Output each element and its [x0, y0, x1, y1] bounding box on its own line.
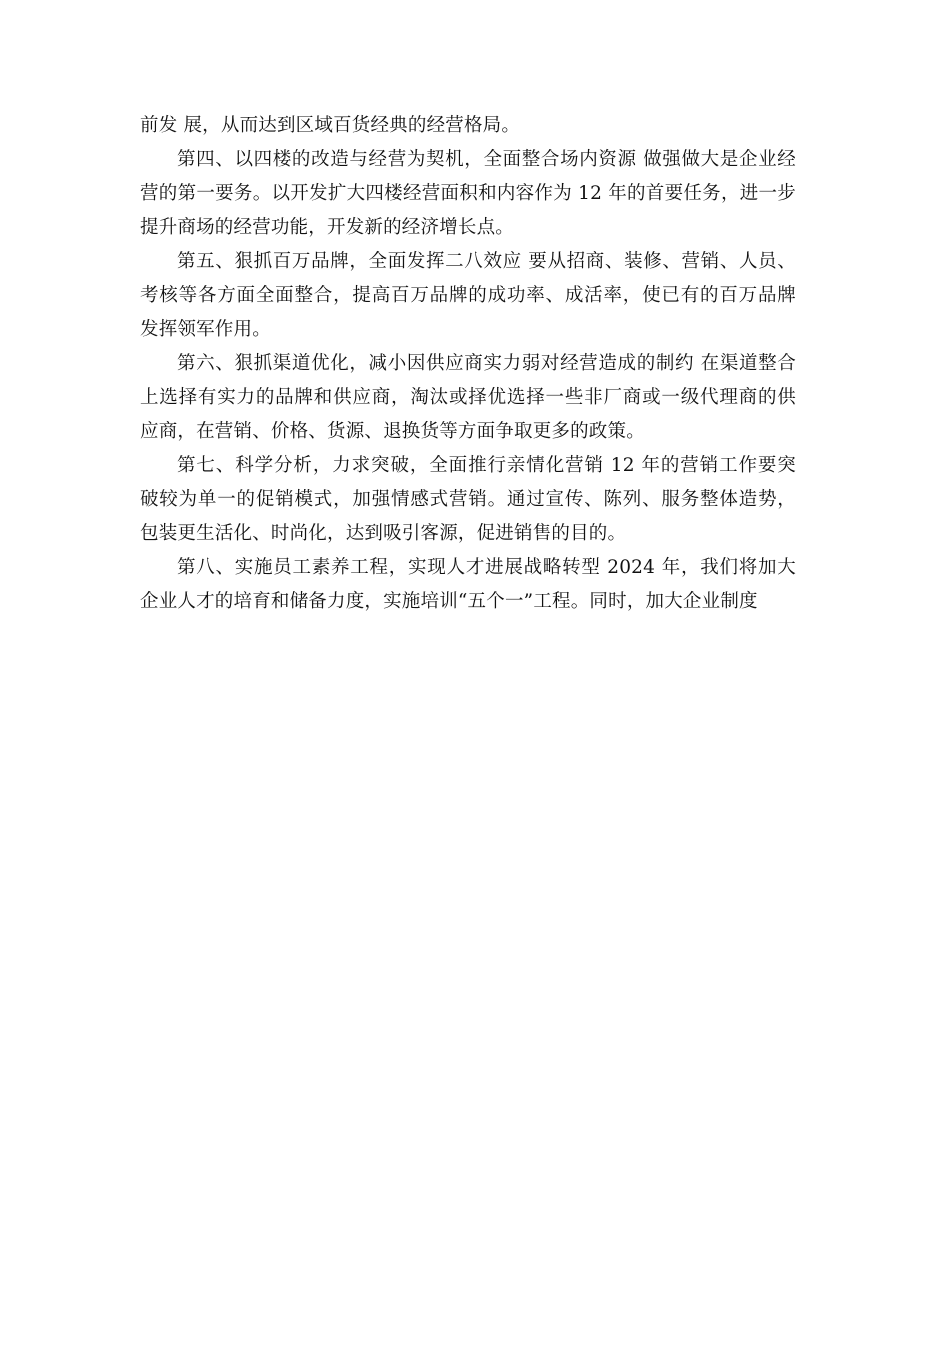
- paragraph-eighth-point: 第八、实施员工素养工程，实现人才进展战略转型 2024 年，我们将加大 企业人才的培育和储备力度，实施培训“五个一”工程。同时，加大企业制度: [140, 557, 796, 612]
- paragraph-sixth-point: 第六、狠抓渠道优化，减小因供应商实力弱对经营造成的制约 在渠道整合 上选择有实力的品牌和供应商，淘汰或择优选择一些非厂商或一级代理商的供 应商，在营销、价格、货源、退换货等方面争取更多的政策。: [140, 353, 796, 442]
- paragraph-fourth-point: 第四、以四楼的改造与经营为契机，全面整合场内资源 做强做大是企业经 营的第一要务。以开发扩大四楼经营面积和内容作为 12 年的首要任务，进一步 提升商场的经营功能，开发新的经济增长点。: [140, 149, 796, 238]
- paragraph-seventh-point: 第七、科学分析，力求突破，全面推行亲情化营销 12 年的营销工作要突 破较为单一的促销模式，加强情感式营销。通过宣传、陈列、服务整体造势， 包装更生活化、时尚化，达到吸引客源，促进销售的目的。: [140, 455, 796, 544]
- document-body: [140, 109, 796, 619]
- paragraph-continuation: 前发 展，从而达到区域百货经典的经营格局。: [140, 115, 521, 136]
- paragraph-fifth-point: 第五、狠抓百万品牌，全面发挥二八效应 要从招商、装修、营销、人员、 考核等各方面全面整合，提高百万品牌的成功率、成活率，使已有的百万品牌 发挥领军作用。: [140, 251, 796, 340]
